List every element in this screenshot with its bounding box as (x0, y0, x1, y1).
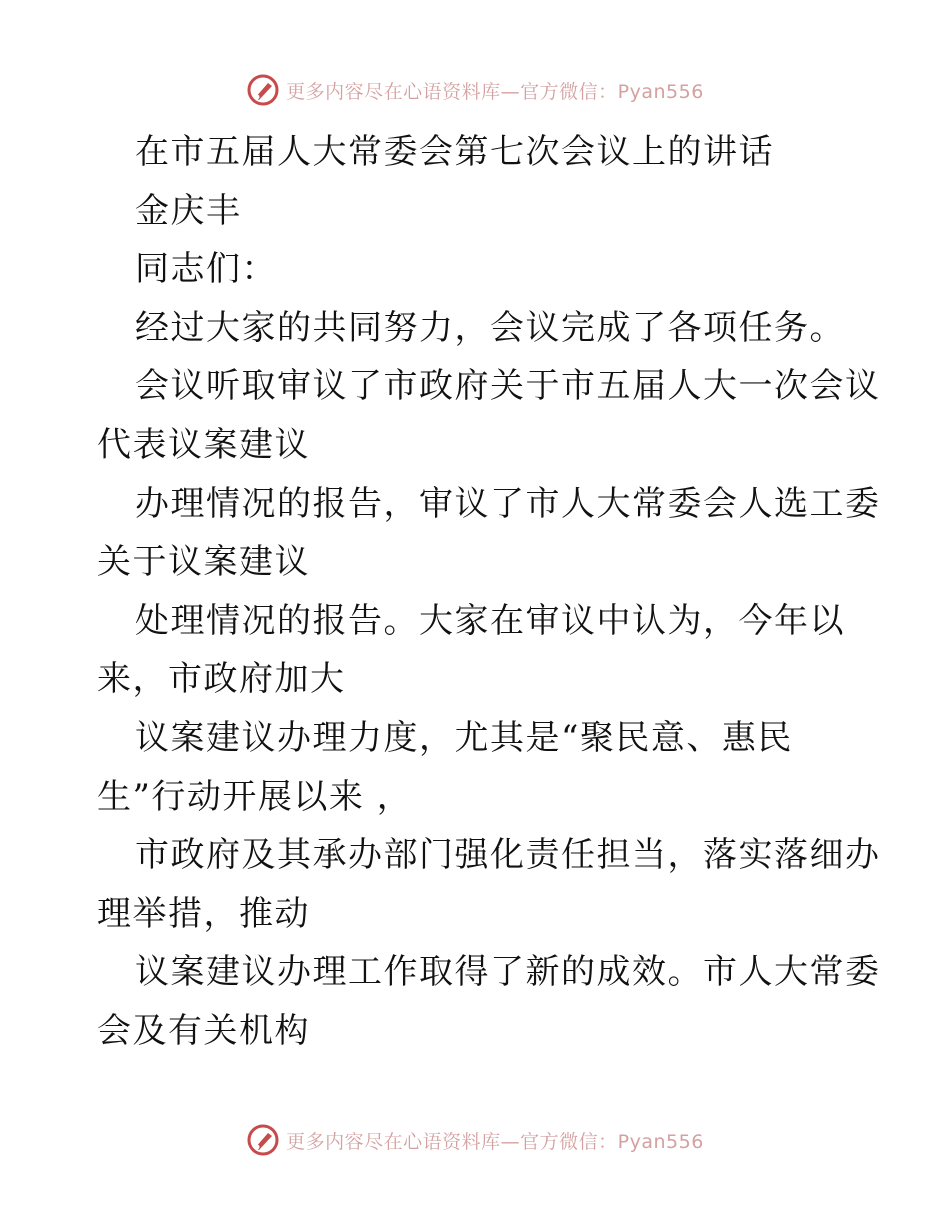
pen-seal-icon (246, 1123, 280, 1157)
text-line: 关于议案建议 (97, 542, 310, 583)
document-body (97, 123, 881, 1061)
text-line: 议案建议办理力度，尤其是“聚民意、惠民 (135, 717, 793, 758)
text-line: 来，市政府加大 (97, 659, 346, 700)
watermark-text: 更多内容尽在心语资料库—官方微信：Pyan556 (286, 1130, 704, 1153)
text-line: 代表议案建议 (97, 424, 310, 465)
text-line: 市政府及其承办部门强化责任担当，落实落细办 (135, 835, 881, 876)
pen-seal-icon (246, 73, 280, 107)
text-line: 议案建议办理工作取得了新的成效。市人大常委 (135, 952, 881, 993)
watermark-header (0, 68, 950, 112)
text-line: 办理情况的报告，审议了市人大常委会人选工委 (135, 483, 881, 524)
text-line: 金庆丰 (135, 190, 242, 231)
text-line: 经过大家的共同努力，会议完成了各项任务。 (135, 307, 845, 348)
text-line: 处理情况的报告。大家在审议中认为，今年以 (135, 600, 845, 641)
watermark-footer (0, 1118, 950, 1162)
watermark-text: 更多内容尽在心语资料库—官方微信：Pyan556 (286, 80, 704, 103)
text-line: 生”行动开展以来 ， (97, 776, 413, 817)
text-line: 会及有关机构 (97, 1010, 310, 1051)
text-line: 会议听取审议了市政府关于市五届人大一次会议 (135, 366, 881, 407)
text-line: 在市五届人大常委会第七次会议上的讲话 (135, 132, 774, 172)
text-line: 理举措，推动 (97, 893, 310, 934)
text-line: 同志们： (135, 249, 277, 290)
